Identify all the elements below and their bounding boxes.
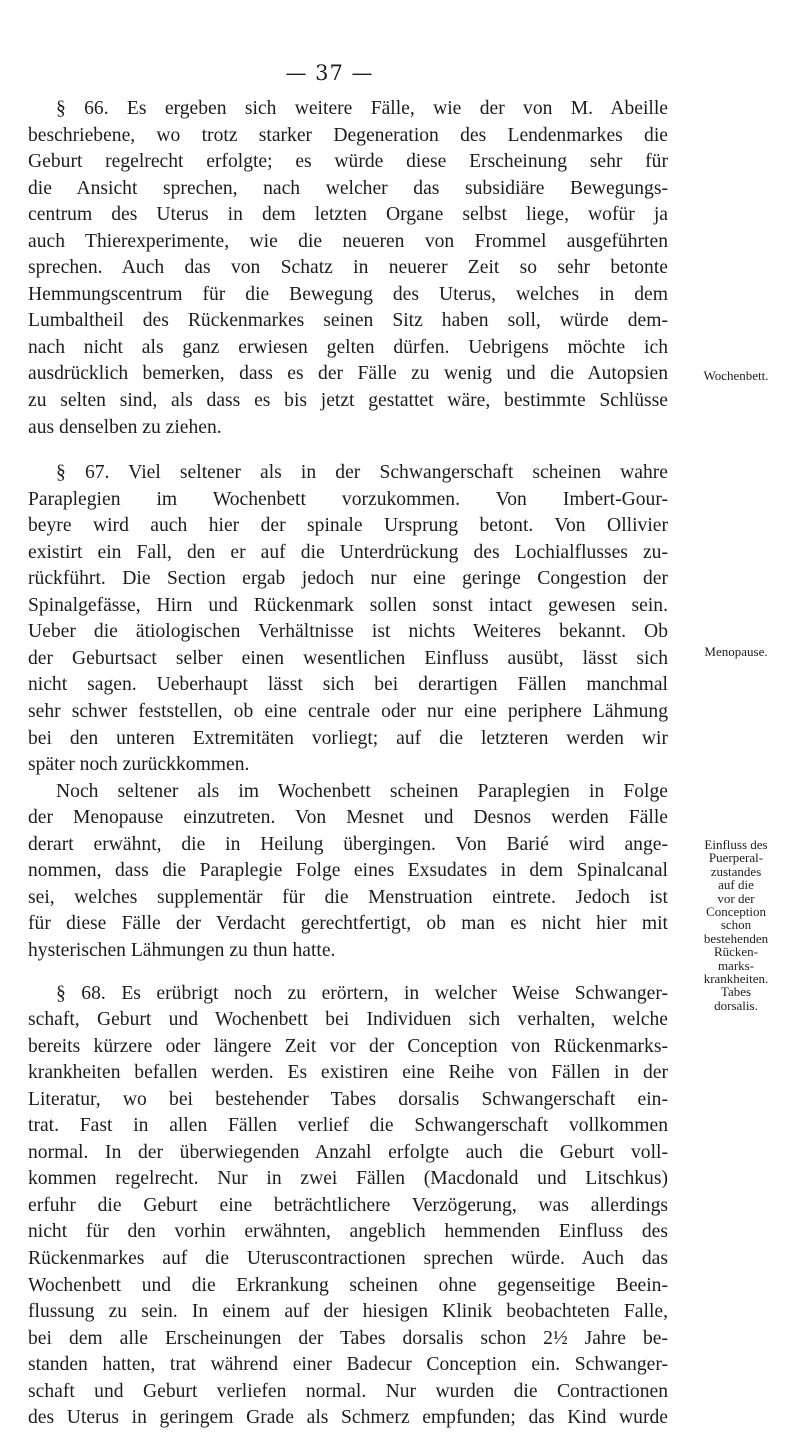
- margin-note-line: Rücken-: [713, 944, 759, 960]
- text-line: der Geburtsact selber einen wesentlichen Einfluss ausübt, lässt sich: [28, 647, 668, 669]
- margin-note-tabes: [674, 838, 798, 1012]
- text-line: nicht sagen. Ueberhaupt lässt sich bei derartigen Fällen manchmal: [28, 674, 668, 696]
- text-line: Noch seltener als im Wochenbett scheinen Paraplegien in Folge: [56, 780, 668, 802]
- margin-note-line: dorsalis.: [714, 997, 758, 1013]
- text-line: trat. Fast in allen Fällen verlief die Schwangerschaft vollkommen: [28, 1115, 668, 1137]
- paragraph-68: [28, 981, 668, 1432]
- margin-note-line: Tabes: [720, 984, 752, 1000]
- margin-note-line: schon: [720, 917, 752, 933]
- text-line: aus denselben zu ziehen.: [28, 416, 222, 438]
- text-line: der Menopause einzutreten. Von Mesnet und Desnos werden Fälle: [28, 807, 668, 829]
- text-line: für diese Fälle der Verdacht gerechtfertigt, ob man es nicht hier mit: [28, 913, 668, 935]
- text-line: hysterischen Lähmungen zu thun hatte.: [28, 939, 336, 961]
- margin-note-line: Menopause.: [704, 644, 768, 659]
- margin-note-line: bestehenden: [703, 930, 769, 946]
- text-line: nicht für den vorhin erwähnten, angeblich hemmenden Einfluss des: [28, 1221, 668, 1243]
- text-line: erfuhr die Geburt eine beträchtlichere Verzögerung, was allerdings: [28, 1194, 668, 1216]
- text-line: schaft und Geburt verliefen normal. Nur wurden die Contractionen: [28, 1380, 668, 1402]
- text-line: des Uterus in geringem Grade als Schmerz empfunden; das Kind wurde: [28, 1407, 668, 1429]
- text-line: ausdrücklich bemerken, dass es der Fälle zu wenig und die Autopsien: [28, 363, 668, 385]
- margin-note-wochenbett: [674, 368, 798, 383]
- margin-note-line: Wochenbett.: [703, 368, 769, 383]
- text-line: bei den unteren Extremitäten vorliegt; auf die letzteren werden wir: [28, 727, 668, 749]
- text-line: Hemmungscentrum für die Bewegung des Uterus, welches in dem: [28, 283, 668, 305]
- margin-note-line: Einfluss des: [704, 837, 768, 852]
- margin-note-line: Puerperal-: [708, 850, 764, 866]
- text-line: beyre wird auch hier der spinale Ursprung betont. Von Ollivier: [28, 515, 668, 537]
- text-line: normal. In der überwiegenden Anzahl erfolgte auch die Geburt voll-: [28, 1141, 668, 1163]
- text-line: Literatur, wo bei bestehender Tabes dorsalis Schwangerschaft ein-: [28, 1088, 668, 1110]
- text-line: krankheiten befallen werden. Es existiren eine Reihe von Fällen in der: [28, 1062, 668, 1084]
- text-line: flussung zu sein. In einem auf der hiesigen Klinik beobachteten Falle,: [28, 1301, 668, 1323]
- text-line: § 68. Es erübrigt noch zu erörtern, in welcher Weise Schwanger-: [56, 982, 668, 1004]
- margin-note-line: Conception: [706, 904, 766, 920]
- text-line: später noch zurückkommen.: [28, 754, 250, 776]
- text-line: Geburt regelrecht erfolgte; es würde diese Erscheinung sehr für: [28, 151, 668, 173]
- body-text: [28, 96, 668, 1432]
- text-line: auch Thierexperimente, wie die neueren von Frommel ausgeführten: [28, 230, 668, 252]
- text-line: sprechen. Auch das von Schatz in neuerer Zeit so sehr betonte: [28, 257, 668, 279]
- paragraph-menopause: [28, 779, 668, 965]
- text-line: kommen regelrecht. Nur in zwei Fällen (Macdonald und Litschkus): [28, 1168, 668, 1190]
- text-line: bei dem alle Erscheinungen der Tabes dorsalis schon 2½ Jahre be-: [28, 1327, 668, 1349]
- text-line: Rückenmarkes auf die Uteruscontractionen sprechen würde. Auch das: [28, 1247, 668, 1269]
- margin-note-line: zustandes: [710, 863, 762, 879]
- text-line: centrum des Uterus in dem letzten Organe selbst liege, wofür ja: [28, 204, 668, 226]
- page-number: — 37 —: [285, 61, 374, 85]
- margin-note-line: auf die: [718, 877, 754, 893]
- margin-note-menopause: [674, 644, 798, 659]
- paragraph-67: [28, 460, 668, 779]
- text-line: standen hatten, trat während einer Badecur Conception ein. Schwanger-: [28, 1354, 668, 1376]
- margin-note-line: marks-: [717, 957, 755, 973]
- text-line: beschriebene, wo trotz starker Degeneration des Lendenmarkes die: [28, 124, 668, 146]
- text-line: § 67. Viel seltener als in der Schwangerschaft scheinen wahre: [56, 462, 668, 484]
- text-line: nommen, dass die Paraplegie Folge eines Exsudates in dem Spinalcanal: [28, 860, 668, 882]
- text-line: sei, welches supplementär für die Menstruation eintrete. Jedoch ist: [28, 886, 668, 908]
- margin-note-line: vor der: [717, 890, 755, 906]
- text-line: rückführt. Die Section ergab jedoch nur eine geringe Congestion der: [28, 568, 668, 590]
- text-line: die Ansicht sprechen, nach welcher das subsidiäre Bewegungs-: [28, 177, 668, 199]
- text-line: Lumbaltheil des Rückenmarkes seinen Sitz haben soll, würde dem-: [28, 310, 668, 332]
- paragraph-66: [28, 96, 668, 441]
- text-line: schaft, Geburt und Wochenbett bei Individuen sich verhalten, welche: [28, 1009, 668, 1031]
- text-line: Wochenbett und die Erkrankung scheinen ohne gegenseitige Beein-: [28, 1274, 668, 1296]
- text-line: bereits kürzere oder längere Zeit vor der Conception von Rückenmarks-: [28, 1035, 668, 1057]
- text-line: zu selten sind, als dass es bis jetzt gestattet wäre, bestimmte Schlüsse: [28, 390, 668, 412]
- text-line: Ueber die ätiologischen Verhältnisse ist nichts Weiteres bekannt. Ob: [28, 621, 668, 643]
- margin-note-line: krankheiten.: [703, 971, 769, 987]
- text-line: nach nicht als ganz erwiesen gelten dürfen. Uebrigens möchte ich: [28, 336, 668, 358]
- text-line: § 66. Es ergeben sich weitere Fälle, wie der von M. Abeille: [56, 98, 668, 119]
- text-line: Spinalgefässe, Hirn und Rückenmark sollen sonst intact gewesen sein.: [28, 594, 668, 616]
- text-line: existirt ein Fall, den er auf die Unterdrückung des Lochialflusses zu-: [28, 541, 668, 563]
- text-line: sehr schwer feststellen, ob eine centrale oder nur eine periphere Lähmung: [28, 701, 668, 723]
- text-line: Paraplegien im Wochenbett vorzukommen. Von Imbert-Gour-: [28, 488, 668, 510]
- text-line: derart erwähnt, die in Heilung übergingen. Von Barié wird ange-: [28, 833, 668, 855]
